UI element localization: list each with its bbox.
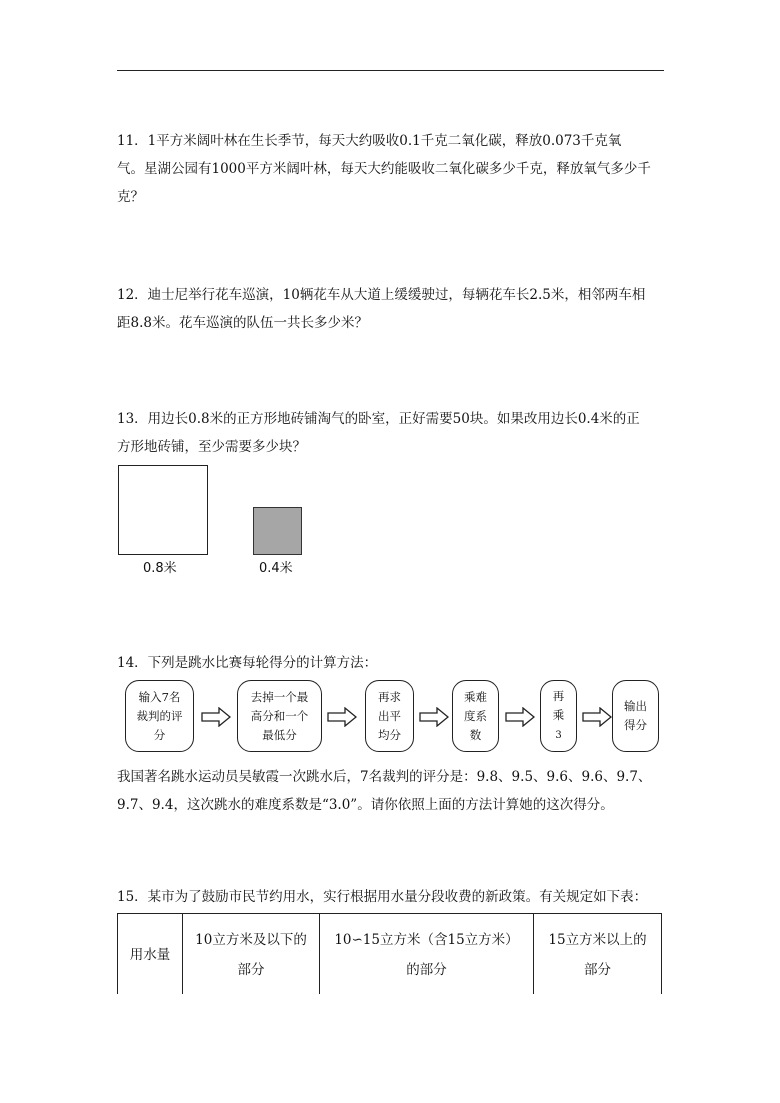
header-rule: [117, 70, 664, 71]
col2-line2: 的部分: [406, 962, 447, 978]
flow-step-input-scores: [125, 680, 194, 752]
q15-intro-text: 15．某市为了鼓励市民节约用水，实行根据用水量分段收费的新政策。有关规定如下表：: [117, 889, 648, 905]
large-tile-square: [118, 465, 208, 555]
q14-intro-text: 14．下列是跳水比赛每轮得分的计算方法：: [117, 655, 378, 671]
table-cell: [183, 914, 320, 997]
flow-step-multiply-three: [540, 680, 577, 752]
q13-line-2: 方形地砖铺，至少需要多少块？: [117, 439, 306, 455]
col1-line1: 10立方米及以下的: [195, 932, 307, 948]
step5-line3: 3: [555, 730, 562, 741]
flow-arrow-icon: [201, 707, 231, 727]
question-15-intro: [117, 883, 667, 911]
step1-line2: 裁判的评: [136, 708, 183, 723]
flow-arrow-icon: [419, 707, 449, 727]
step6-line2: 得分: [624, 718, 647, 732]
col1-line2: 部分: [237, 962, 265, 978]
q14-line-1: 我国著名跳水运动员吴敏霞一次跳水后，7名裁判的评分是：9.8、9.5、9.6、9.6、9.7、: [117, 769, 652, 785]
question-12: [117, 281, 667, 337]
step4-line1: 乘难: [464, 689, 487, 704]
step4-line3: 数: [469, 727, 482, 742]
step4-line2: 度系: [464, 708, 487, 723]
small-tile-label: 0.4米: [259, 561, 293, 576]
step1-line1: 输入7名: [138, 689, 181, 704]
question-14-body: [117, 763, 667, 819]
flow-arrow-icon: [505, 707, 535, 727]
table-row-header: [118, 914, 183, 997]
step2-line1: 去掉一个最: [250, 689, 309, 704]
step2-line2: 高分和一个: [250, 708, 309, 723]
page-cut-mask: [110, 994, 670, 1014]
step5-line1: 再: [552, 689, 565, 703]
col3-line2: 部分: [584, 962, 611, 978]
step3-line3: 均分: [378, 727, 401, 742]
step3-line1: 再求: [378, 689, 401, 704]
step1-line3: 分: [153, 727, 166, 742]
water-pricing-table: [117, 913, 662, 997]
q12-line-2: 距8.8米。花车巡演的队伍一共长多少米？: [117, 315, 368, 331]
step3-line2: 出平: [378, 708, 401, 723]
table-cell: [534, 914, 662, 997]
step6-line1: 输出: [624, 699, 647, 713]
flow-step-output-score: [612, 680, 659, 752]
q12-line-1: 12．迪士尼举行花车巡演，10辆花车从大道上缓缓驶过，每辆花车长2.5米，相邻两车相: [117, 287, 646, 303]
col3-line1: 15立方米以上的: [548, 932, 647, 948]
q14-line-2: 9.7、9.4，这次跳水的难度系数是“3.0”。请你依照上面的方法计算她的这次得分。: [117, 797, 614, 813]
q11-line-3: 克？: [117, 189, 144, 205]
question-14-intro: [117, 649, 667, 677]
row-header-text: 用水量: [129, 947, 171, 963]
flow-step-average: [365, 680, 414, 752]
small-tile-square: [253, 507, 302, 555]
col2-line1: 10∽15立方米（含15立方米）: [334, 932, 519, 948]
flow-arrow-icon: [582, 707, 612, 727]
flow-step-remove-extremes: [237, 680, 322, 752]
step2-line3: 最低分: [262, 727, 297, 742]
question-13: [117, 405, 667, 461]
step5-line2: 乘: [552, 708, 565, 722]
flow-step-multiply-difficulty: [452, 680, 499, 752]
table-row: [118, 914, 662, 997]
table-cell: [320, 914, 534, 997]
flow-arrow-icon: [327, 707, 357, 727]
q13-line-1: 13．用边长0.8米的正方形地砖铺淘气的卧室，正好需要50块。如果改用边长0.4米的正: [117, 411, 640, 427]
q11-line-2: 气。星湖公园有1000平方米阔叶林，每天大约能吸收二氧化碳多少千克，释放氧气多少千: [117, 161, 651, 177]
q11-line-1: 11．1平方米阔叶林在生长季节，每天大约吸收0.1千克二氧化碳，释放0.073千克氧: [117, 133, 622, 149]
question-11: [117, 127, 667, 211]
large-tile-label: 0.8米: [143, 561, 177, 576]
